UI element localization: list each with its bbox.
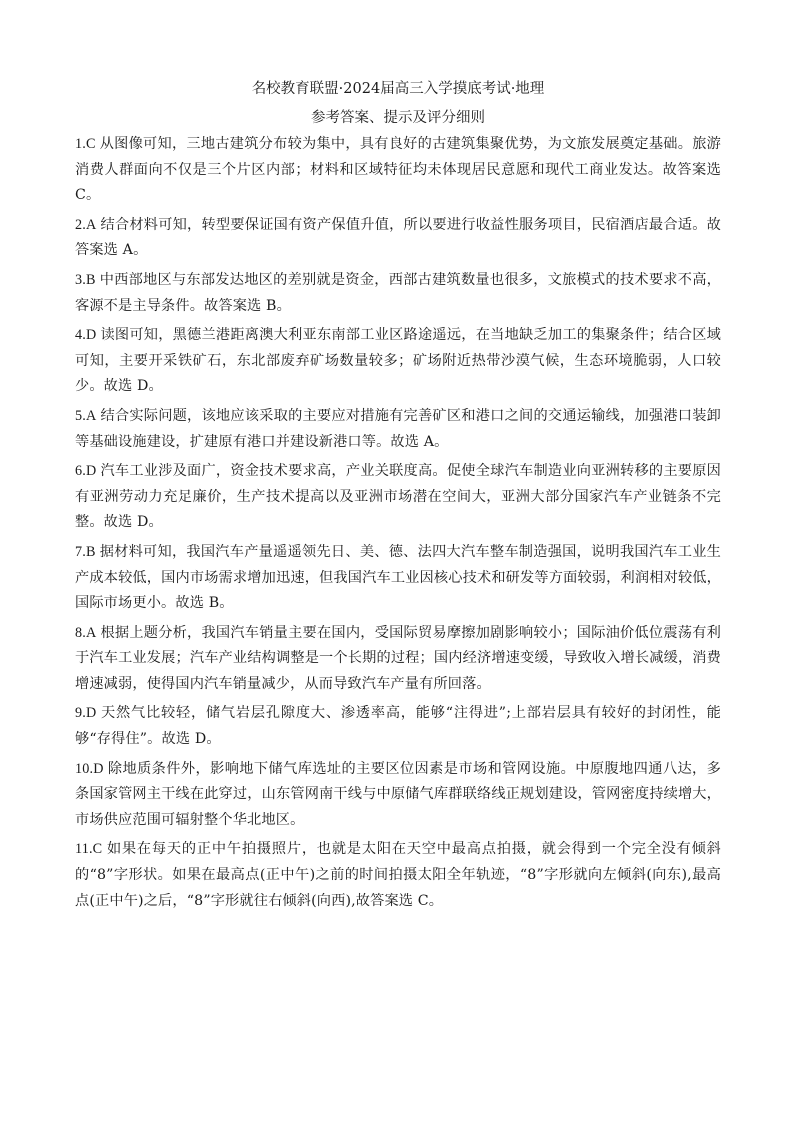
document-title: 名校教育联盟·2024届高三入学摸底考试·地理 — [251, 81, 545, 97]
answer-explanation: 汽车工业涉及面广，资金技术要求高，产业关联度高。促使全球汽车制造业向亚洲转移的主要原因有亚洲劳动力充足廉价，生产技术提高以及亚洲市场潜在空间大，亚洲大部分国家汽车产业链条不完整。故选 D。 — [75, 463, 721, 531]
answer-item-4 — [75, 323, 721, 400]
answer-number: 10. — [75, 760, 94, 777]
answer-choice: A — [85, 216, 97, 233]
answer-number: 6. — [75, 463, 86, 480]
answer-explanation: 天然气比较轻，储气岩层孔隙度大、渗透率高，能够“注得进”;上部岩层具有较好的封闭性，能够“存得住”。故选 D。 — [75, 705, 721, 748]
answer-item-7 — [75, 540, 721, 617]
answer-number: 1. — [75, 136, 86, 152]
answer-choice: D — [85, 463, 97, 480]
answer-number: 11. — [75, 841, 93, 858]
answer-number: 2. — [75, 216, 86, 233]
answer-explanation: 如果在每天的正中午拍摄照片，也就是太阳在天空中最高点拍摄，就会得到一个完全没有倾斜的“8”字形状。如果在最高点(正中午)之前的时间拍摄太阳全年轨迹，“8”字形就向左倾斜(向东),最高点(正中午)之后，“8”字形就往右倾斜(向西),故答案选 C。 — [75, 841, 721, 909]
answer-item-2 — [75, 213, 721, 264]
document-subtitle: 参考答案、提示及评分细则 — [311, 110, 485, 126]
answer-item-11 — [75, 837, 721, 914]
answer-item-6 — [75, 459, 721, 536]
answer-number: 5. — [75, 407, 86, 424]
answer-choice: C — [85, 136, 96, 152]
answer-number: 3. — [75, 271, 86, 288]
answer-item-3 — [75, 268, 721, 319]
answer-number: 7. — [75, 543, 86, 560]
answer-item-1 — [75, 132, 721, 209]
answer-explanation: 中西部地区与东部发达地区的差别就是资金，西部古建筑数量也很多，文旅模式的技术要求不高，客源不是主导条件。故答案选 B。 — [75, 271, 721, 314]
answer-choice: B — [85, 543, 96, 560]
answer-explanation: 读图可知，黑德兰港距离澳大利亚东南部工业区路途遥远，在当地缺乏加工的集聚条件；结合区域可知，主要开采铁矿石，东北部废弃矿场数量较多；矿场附近热带沙漠气候，生态环境脆弱，人口较少。故选 D。 — [75, 327, 721, 395]
answer-item-9 — [75, 701, 721, 752]
answer-explanation: 据材料可知，我国汽车产量遥遥领先日、美、德、法四大汽车整车制造强国，说明我国汽车工业生产成本较低，国内市场需求增加迅速，但我国汽车工业因核心技术和研发等方面较弱，利润相对较低，国际市场更小。故选 B。 — [75, 543, 721, 612]
answer-choice: A — [85, 407, 97, 424]
answer-explanation: 结合实际问题，该地应该采取的主要应对措施有完善矿区和港口之间的交通运输线，加强港口装卸等基础设施建设，扩建原有港口并建设新港口等。故选 A。 — [75, 407, 721, 450]
answer-number: 8. — [75, 624, 86, 641]
answer-number: 4. — [75, 327, 86, 344]
answer-choice: B — [85, 271, 96, 288]
answer-item-8 — [75, 621, 721, 698]
answer-choice: A — [85, 624, 97, 641]
answer-explanation: 结合材料可知，转型要保证国有资产保值升值，所以要进行收益性服务项目，民宿酒店最合适。故答案选 A。 — [75, 216, 721, 259]
answer-choice: D — [85, 705, 97, 722]
answer-explanation: 根据上题分析，我国汽车销量主要在国内，受国际贸易摩擦加剧影响较小；国际油价低位震荡有利于汽车工业发展；汽车产业结构调整是一个长期的过程；国内经济增速变缓，导致收入增长减缓，消费增速减弱，使得国内汽车销量减少，从而导致汽车产量有所回落。 — [75, 624, 721, 692]
answer-choice: C — [92, 841, 103, 858]
answer-item-5 — [75, 404, 721, 455]
answer-explanation: 除地质条件外，影响地下储气库选址的主要区位因素是市场和管网设施。中原腹地四通八达，多条国家管网主干线在此穿过，山东管网南干线与中原储气库群联络线正规划建设，管网密度持续增大，市场供应范围可辐射整个华北地区。 — [75, 760, 721, 828]
answer-choice: D — [93, 760, 104, 777]
answer-explanation: 从图像可知，三地古建筑分布较为集中，具有良好的古建筑集聚优势，为文旅发展奠定基础。旅游消费人群面向不仅是三个片区内部；材料和区域特征均未体现居民意愿和现代工商业发达。故答案选 C。 — [75, 136, 721, 204]
answer-number: 9. — [75, 705, 86, 722]
answer-choice: D — [85, 327, 97, 344]
answer-item-10 — [75, 757, 721, 834]
answer-list — [75, 132, 721, 914]
